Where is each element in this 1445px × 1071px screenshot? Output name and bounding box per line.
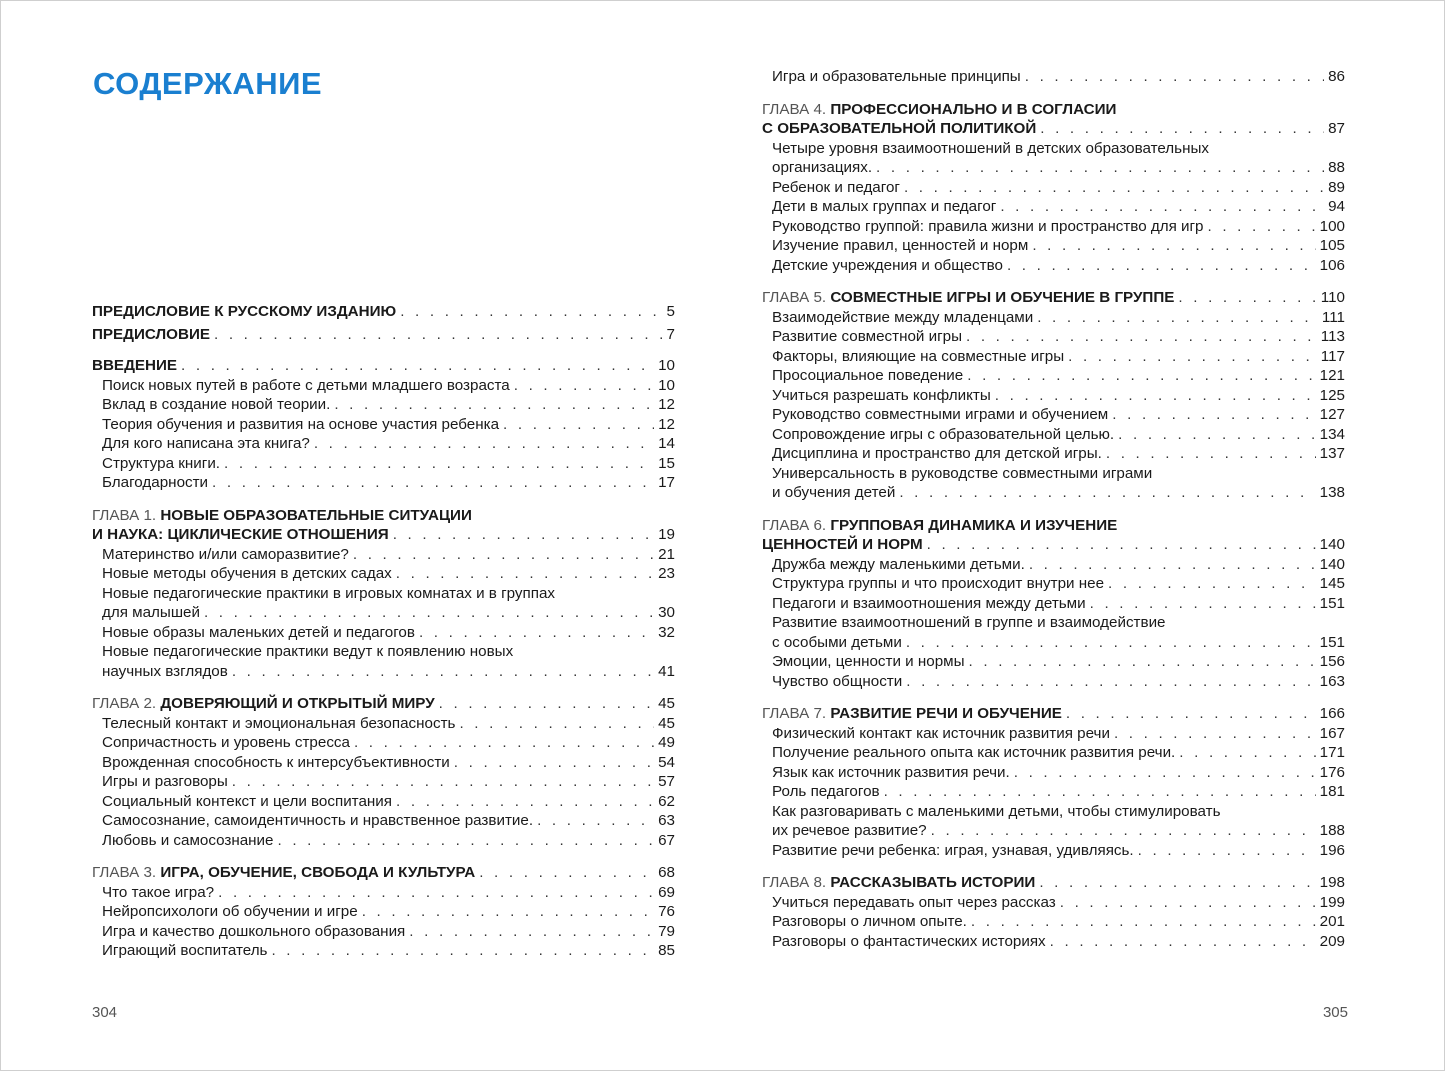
toc-item[interactable]: Игры и разговоры . . . 57 bbox=[102, 772, 675, 792]
page-number-left: 304 bbox=[92, 1004, 118, 1021]
toc-item[interactable]: Развитие речи ребенка: играя, узнавая, удивляясь. . . . 196 bbox=[772, 841, 1345, 861]
toc-item[interactable]: Развитие совместной игры . . . 113 bbox=[772, 327, 1345, 347]
toc-item[interactable]: Руководство группой: правила жизни и пространство для игр . . . 100 bbox=[772, 217, 1345, 237]
toc-item[interactable]: Игра и качество дошкольного образования . . . 79 bbox=[102, 922, 675, 942]
toc-item[interactable]: Самосознание, самоидентичность и нравственное развитие. . . . 63 bbox=[102, 811, 675, 831]
toc-item[interactable]: Дети в малых группах и педагог . . . 94 bbox=[772, 197, 1345, 217]
toc-item[interactable]: Учиться передавать опыт через рассказ . . . 199 bbox=[772, 893, 1345, 913]
toc-item[interactable]: Ребенок и педагог . . . 89 bbox=[772, 178, 1345, 198]
chapter-3-items-continued bbox=[762, 67, 1345, 87]
toc-chapter-4[interactable]: ГЛАВА 4. ПРОФЕССИОНАЛЬНО И В СОГЛАСИИ С ОБРАЗОВАТЕЛЬНОЙ ПОЛИТИКОЙ . . . 87 bbox=[762, 98, 1345, 139]
toc-item[interactable]: Взаимодействие между младенцами . . . 111 bbox=[772, 308, 1345, 328]
toc-item[interactable]: Разговоры о фантастических историях . . . 209 bbox=[772, 932, 1345, 952]
toc-item[interactable]: Физический контакт как источник развития речи . . . 167 bbox=[772, 724, 1345, 744]
toc-item[interactable]: Новые педагогические практики ведут к появлению новых научных взглядов . . . 41 bbox=[102, 642, 675, 681]
left-page bbox=[0, 0, 722, 1071]
introduction-items bbox=[92, 376, 675, 493]
toc-item[interactable]: Язык как источник развития речи. . . . 176 bbox=[772, 763, 1345, 783]
toc-item[interactable]: Нейропсихологи об обучении и игре . . . 76 bbox=[102, 902, 675, 922]
chapter-2-items bbox=[92, 714, 675, 851]
toc-item[interactable]: Играющий воспитатель . . . 85 bbox=[102, 941, 675, 961]
toc-item[interactable]: Что такое игра? . . . 69 bbox=[102, 883, 675, 903]
toc-item[interactable]: Сопровождение игры с образовательной целью. . . . 134 bbox=[772, 425, 1345, 445]
chapter-1-items bbox=[92, 545, 675, 682]
toc-item[interactable]: Новые педагогические практики в игровых комнатах и в группах для малышей . . . 30 bbox=[102, 584, 675, 623]
toc-item[interactable]: Факторы, влияющие на совместные игры . . . 117 bbox=[772, 347, 1345, 367]
toc-item[interactable]: Структура группы и что происходит внутри нее . . . 145 bbox=[772, 574, 1345, 594]
toc-item[interactable]: Детские учреждения и общество . . . 106 bbox=[772, 256, 1345, 276]
chapter-4-items bbox=[762, 139, 1345, 276]
toc-item[interactable]: Сопричастность и уровень стресса . . . 49 bbox=[102, 733, 675, 753]
toc-chapter-6[interactable]: ГЛАВА 6. ГРУППОВАЯ ДИНАМИКА И ИЗУЧЕНИЕ ЦЕННОСТЕЙ И НОРМ . . . 140 bbox=[762, 514, 1345, 555]
toc-right bbox=[762, 67, 1345, 951]
toc-item[interactable]: Новые образы маленьких детей и педагогов . . . 32 bbox=[102, 623, 675, 643]
toc-chapter-7[interactable]: ГЛАВА 7. РАЗВИТИЕ РЕЧИ И ОБУЧЕНИЕ . . . 166 bbox=[762, 702, 1345, 724]
toc-item[interactable]: Поиск новых путей в работе с детьми младшего возраста . . . 10 bbox=[102, 376, 675, 396]
chapter-5-items bbox=[762, 308, 1345, 503]
toc-item[interactable]: Получение реального опыта как источник развития речи. . . . 171 bbox=[772, 743, 1345, 763]
toc-item[interactable]: Материнство и/или саморазвитие? . . . 21 bbox=[102, 545, 675, 565]
chapter-7-items bbox=[762, 724, 1345, 861]
toc-item[interactable]: Роль педагогов . . . 181 bbox=[772, 782, 1345, 802]
toc-left bbox=[92, 302, 675, 961]
toc-item[interactable]: Развитие взаимоотношений в группе и взаимодействие с особыми детьми . . . 151 bbox=[772, 613, 1345, 652]
toc-item[interactable]: Четыре уровня взаимоотношений в детских образовательных организациях. . . . 88 bbox=[772, 139, 1345, 178]
toc-chapter-3[interactable]: ГЛАВА 3. ИГРА, ОБУЧЕНИЕ, СВОБОДА И КУЛЬТУРА . . . 68 bbox=[92, 861, 675, 883]
toc-item[interactable]: Универсальность в руководстве совместными играми и обучения детей . . . 138 bbox=[772, 464, 1345, 503]
toc-item[interactable]: Телесный контакт и эмоциональная безопасность . . . 45 bbox=[102, 714, 675, 734]
toc-entry-preface[interactable]: ПРЕДИСЛОВИЕ . . . 7 bbox=[92, 325, 675, 345]
toc-item[interactable]: Дружба между маленькими детьми. . . . 140 bbox=[772, 555, 1345, 575]
toc-item[interactable]: Учиться разрешать конфликты . . . 125 bbox=[772, 386, 1345, 406]
toc-item[interactable]: Благодарности . . . 17 bbox=[102, 473, 675, 493]
toc-item[interactable]: Вклад в создание новой теории. . . . 12 bbox=[102, 395, 675, 415]
right-page bbox=[722, 0, 1445, 1071]
toc-chapter-8[interactable]: ГЛАВА 8. РАССКАЗЫВАТЬ ИСТОРИИ . . . 198 bbox=[762, 871, 1345, 893]
toc-chapter-2[interactable]: ГЛАВА 2. ДОВЕРЯЮЩИЙ И ОТКРЫТЫЙ МИРУ . . . 45 bbox=[92, 692, 675, 714]
toc-item[interactable]: Как разговаривать с маленькими детьми, чтобы стимулировать их речевое развитие? . . . 188 bbox=[772, 802, 1345, 841]
chapter-6-items bbox=[762, 555, 1345, 692]
toc-item[interactable]: Новые методы обучения в детских садах . . . 23 bbox=[102, 564, 675, 584]
toc-item[interactable]: Изучение правил, ценностей и норм . . . 105 bbox=[772, 236, 1345, 256]
toc-chapter-1[interactable]: ГЛАВА 1. НОВЫЕ ОБРАЗОВАТЕЛЬНЫЕ СИТУАЦИИ И НАУКА: ЦИКЛИЧЕСКИЕ ОТНОШЕНИЯ . . . 19 bbox=[92, 504, 675, 545]
toc-entry-introduction[interactable]: ВВЕДЕНИЕ . . . 10 bbox=[92, 356, 675, 376]
toc-item[interactable]: Просоциальное поведение . . . 121 bbox=[772, 366, 1345, 386]
toc-item[interactable]: Структура книги. . . . 15 bbox=[102, 454, 675, 474]
page-number-right: 305 bbox=[1322, 1004, 1348, 1021]
chapter-8-items bbox=[762, 893, 1345, 952]
toc-item[interactable]: Разговоры о личном опыте. . . . 201 bbox=[772, 912, 1345, 932]
toc-item[interactable]: Игра и образовательные принципы . . . 86 bbox=[772, 67, 1345, 87]
toc-item[interactable]: Дисциплина и пространство для детской игры. . . . 137 bbox=[772, 444, 1345, 464]
toc-item[interactable]: Для кого написана эта книга? . . . 14 bbox=[102, 434, 675, 454]
toc-entry-preface-russian[interactable]: ПРЕДИСЛОВИЕ К РУССКОМУ ИЗДАНИЮ . . . 5 bbox=[92, 302, 675, 322]
toc-item[interactable]: Теория обучения и развития на основе участия ребенка . . . 12 bbox=[102, 415, 675, 435]
toc-item[interactable]: Эмоции, ценности и нормы . . . 156 bbox=[772, 652, 1345, 672]
toc-item[interactable]: Педагоги и взаимоотношения между детьми . . . 151 bbox=[772, 594, 1345, 614]
toc-item[interactable]: Руководство совместными играми и обучением . . . 127 bbox=[772, 405, 1345, 425]
toc-item[interactable]: Чувство общности . . . 163 bbox=[772, 672, 1345, 692]
toc-item[interactable]: Врожденная способность к интерсубъективности . . . 54 bbox=[102, 753, 675, 773]
chapter-3-items bbox=[92, 883, 675, 961]
contents-title: СОДЕРЖАНИЕ bbox=[93, 66, 323, 101]
toc-chapter-5[interactable]: ГЛАВА 5. СОВМЕСТНЫЕ ИГРЫ И ОБУЧЕНИЕ В ГРУППЕ . . . 110 bbox=[762, 286, 1345, 308]
toc-item[interactable]: Социальный контекст и цели воспитания . . . 62 bbox=[102, 792, 675, 812]
toc-item[interactable]: Любовь и самосознание . . . 67 bbox=[102, 831, 675, 851]
